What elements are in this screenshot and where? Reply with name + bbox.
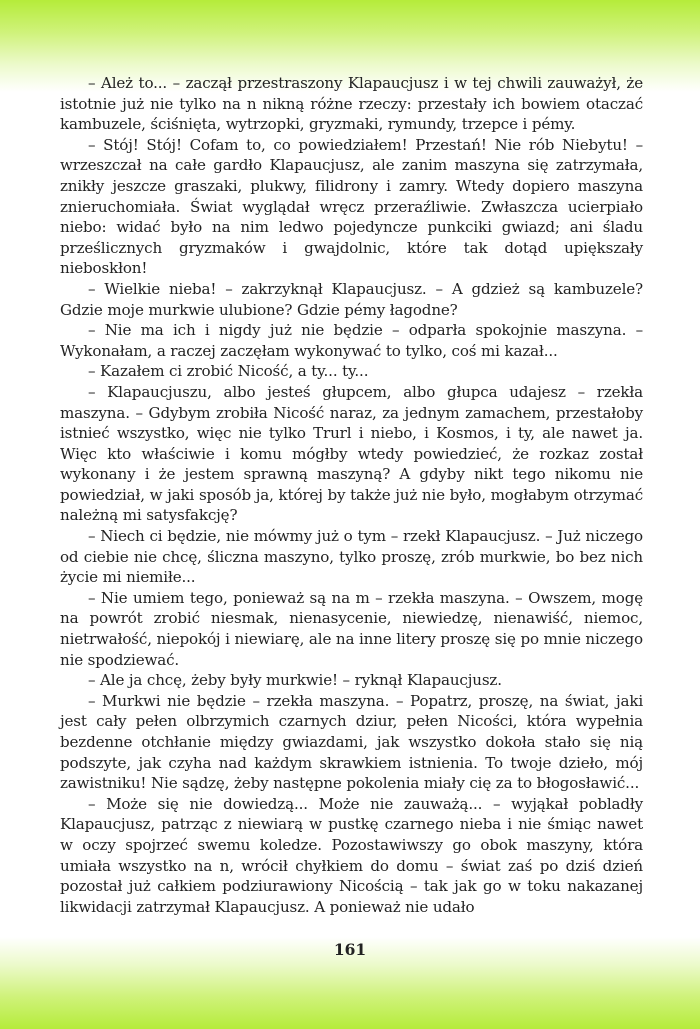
paragraph: – Nie umiem tego, ponieważ są na m – rzekła maszyna. – Owszem, mogę na powrót zrobić niesmak, nienasycenie, niewiedzę, nienawiść, niemoc, nietrwałość, niepokój i niewiarę, ale na inne litery proszę się po mnie niczego nie spodziewać. bbox=[60, 588, 643, 669]
paragraph: – Kazałem ci zrobić Nicość, a ty... ty... bbox=[88, 362, 369, 381]
paragraph: – Niech ci będzie, nie mówmy już o tym – rzekł Klapaucjusz. – Już niczego od ciebie nie chcę, śliczna maszyno, tylko proszę, zrób murkwie, bo bez nich życie mi niemiłe... bbox=[60, 527, 643, 587]
paragraph: – Może się nie dowiedzą... Może nie zauważą... – wyjąkał pobladły Klapaucjusz, patrząc z niewiarą w pustkę czarnego nieba i nie śmiąc nawet w oczy spojrzeć swemu koledze. Pozostawiwszy go obok maszyny, która umiała wszystko na n, wrócił chyłkiem do domu – świat zaś po dziś dzień pozostał już całkiem podziurawiony Nicością – tak jak go w toku nakazanej likwidacji zatrzymał Klapaucjusz. A ponieważ nie udało bbox=[60, 794, 643, 916]
paragraph: – Klapaucjuszu, albo jesteś głupcem, albo głupca udajesz – rzekła maszyna. – Gdybym zrobiła Nicość naraz, za jednym zamachem, przestałoby istnieć wszystko, więc nie tylko Trurl i niebo, i Kosmos, i ty, ale nawet ja. Więc kto właściwie i komu mógłby wtedy powiedzieć, że rozkaz został wykonany i że jestem sprawną maszyną? A gdyby nikt tego nikomu nie powiedział, w jaki sposób ja, której by także już nie było, mogłabym otrzymać należną mi satysfakcję? bbox=[60, 382, 643, 525]
page-text bbox=[60, 73, 643, 917]
paragraph: – Ależ to... – zaczął przestraszony Klapaucjusz i w tej chwili zauważył, że istotnie już nie tylko na n nikną różne rzeczy: przestały ich bowiem otaczać kambuzele, ściśnięta, wytrzopki, gryzmaki, rymundy, trzepce i pémy. bbox=[60, 74, 643, 134]
page-number: 161 bbox=[333, 940, 367, 959]
paragraph: – Wielkie nieba! – zakrzyknął Klapaucjusz. – A gdzież są kambuzele? Gdzie moje murkwie ulubione? Gdzie pémy łagodne? bbox=[60, 279, 643, 319]
paragraph: – Murkwi nie będzie – rzekła maszyna. – Popatrz, proszę, na świat, jaki jest cały pełen olbrzymich czarnych dziur, pełen Nicości, która wypełnia bezdenne otchłanie między gwiazdami, jak wszystko dokoła stało się nią podszyte, jak czyha nad każdym skrawkiem istnienia. To twoje dzieło, mój zawistniku! Nie sądzę, żeby następne pokolenia miały cię za to błogosławić... bbox=[60, 691, 643, 793]
paragraph: – Stój! Stój! Cofam to, co powiedziałem! Przestań! Nie rób Niebytu! – wrzeszczał na całe gardło Klapaucjusz, ale zanim maszyna się zatrzymała, znikły jeszcze graszaki, plukwy, filidrony i zamry. Wtedy dopiero maszyna znieruchomiała. Świat wyglądał wręcz przeraźliwie. Zwłaszcza ucierpiało niebo: widać było na nim ledwo pojedyncze punkciki gwiazd; ani śladu prześlicznych gryzmaków i gwajdolnic, które tak dotąd upiększały nieboskłon! bbox=[60, 135, 643, 278]
paragraph: – Nie ma ich i nigdy już nie będzie – odparła spokojnie maszyna. – Wykonałam, a raczej zaczęłam wykonywać to tylko, coś mi kazał... bbox=[60, 321, 643, 360]
paragraph: – Ale ja chcę, żeby były murkwie! – ryknął Klapaucjusz. bbox=[88, 671, 502, 690]
